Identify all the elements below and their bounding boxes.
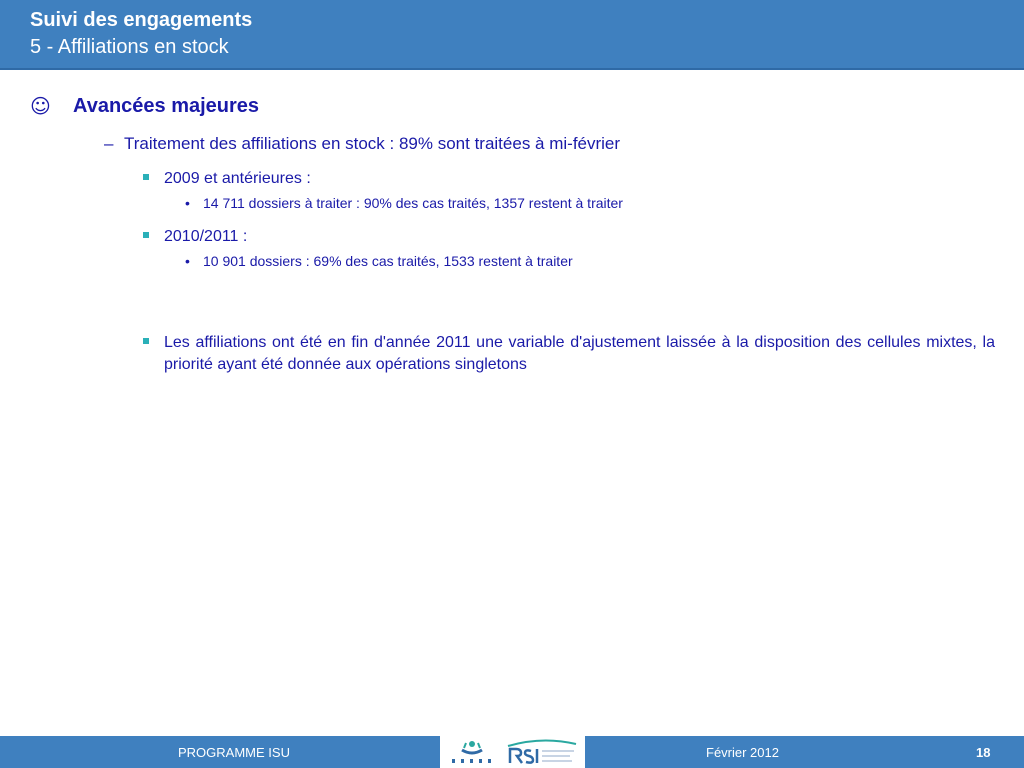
list-item <box>143 226 1003 248</box>
note-text: Les affiliations ont été en fin d'année 2011 une variable d'ajustement laissée à la disposition des cellules mixtes, la priorité ayant été donnée aux opérations singletons <box>164 334 995 373</box>
list-item <box>143 168 1003 190</box>
square-bullet-icon <box>143 232 149 238</box>
subheading-text: Traitement des affiliations en stock : 89% sont traitées à mi-février <box>124 134 621 153</box>
list-item-detail-text: 10 901 dossiers : 69% des cas traités, 1533 restent à traiter <box>203 253 573 269</box>
footer-program: PROGRAMME ISU <box>178 745 290 760</box>
square-bullet-icon <box>143 174 149 180</box>
heading-bullet <box>30 94 990 120</box>
slide-subtitle: 5 - Affiliations en stock <box>30 36 229 58</box>
subheading-bullet <box>104 133 984 155</box>
page-number: 18 <box>976 745 991 760</box>
acoss-logo-icon <box>448 738 496 766</box>
footer-date: Février 2012 <box>706 745 779 760</box>
dash-marker: – <box>104 134 114 153</box>
list-item-text: 2010/2011 : <box>164 228 248 245</box>
list-item-detail <box>185 193 985 213</box>
heading-text: Avancées majeures <box>73 95 260 117</box>
dot-marker: • <box>185 253 190 269</box>
dot-marker: • <box>185 195 190 211</box>
list-item-detail <box>185 251 985 271</box>
list-item-detail-text: 14 711 dossiers à traiter : 90% des cas traités, 1357 restent à traiter <box>203 195 623 211</box>
note-bullet <box>143 332 1003 378</box>
square-bullet-icon <box>143 338 149 344</box>
smiley-icon: ☺ <box>30 94 51 118</box>
rsi-logo-icon <box>504 738 580 766</box>
slide-footer <box>0 736 1024 768</box>
logo-box <box>440 736 585 768</box>
list-item-text: 2009 et antérieures : <box>164 170 311 187</box>
slide-title: Suivi des engagements <box>30 9 253 31</box>
